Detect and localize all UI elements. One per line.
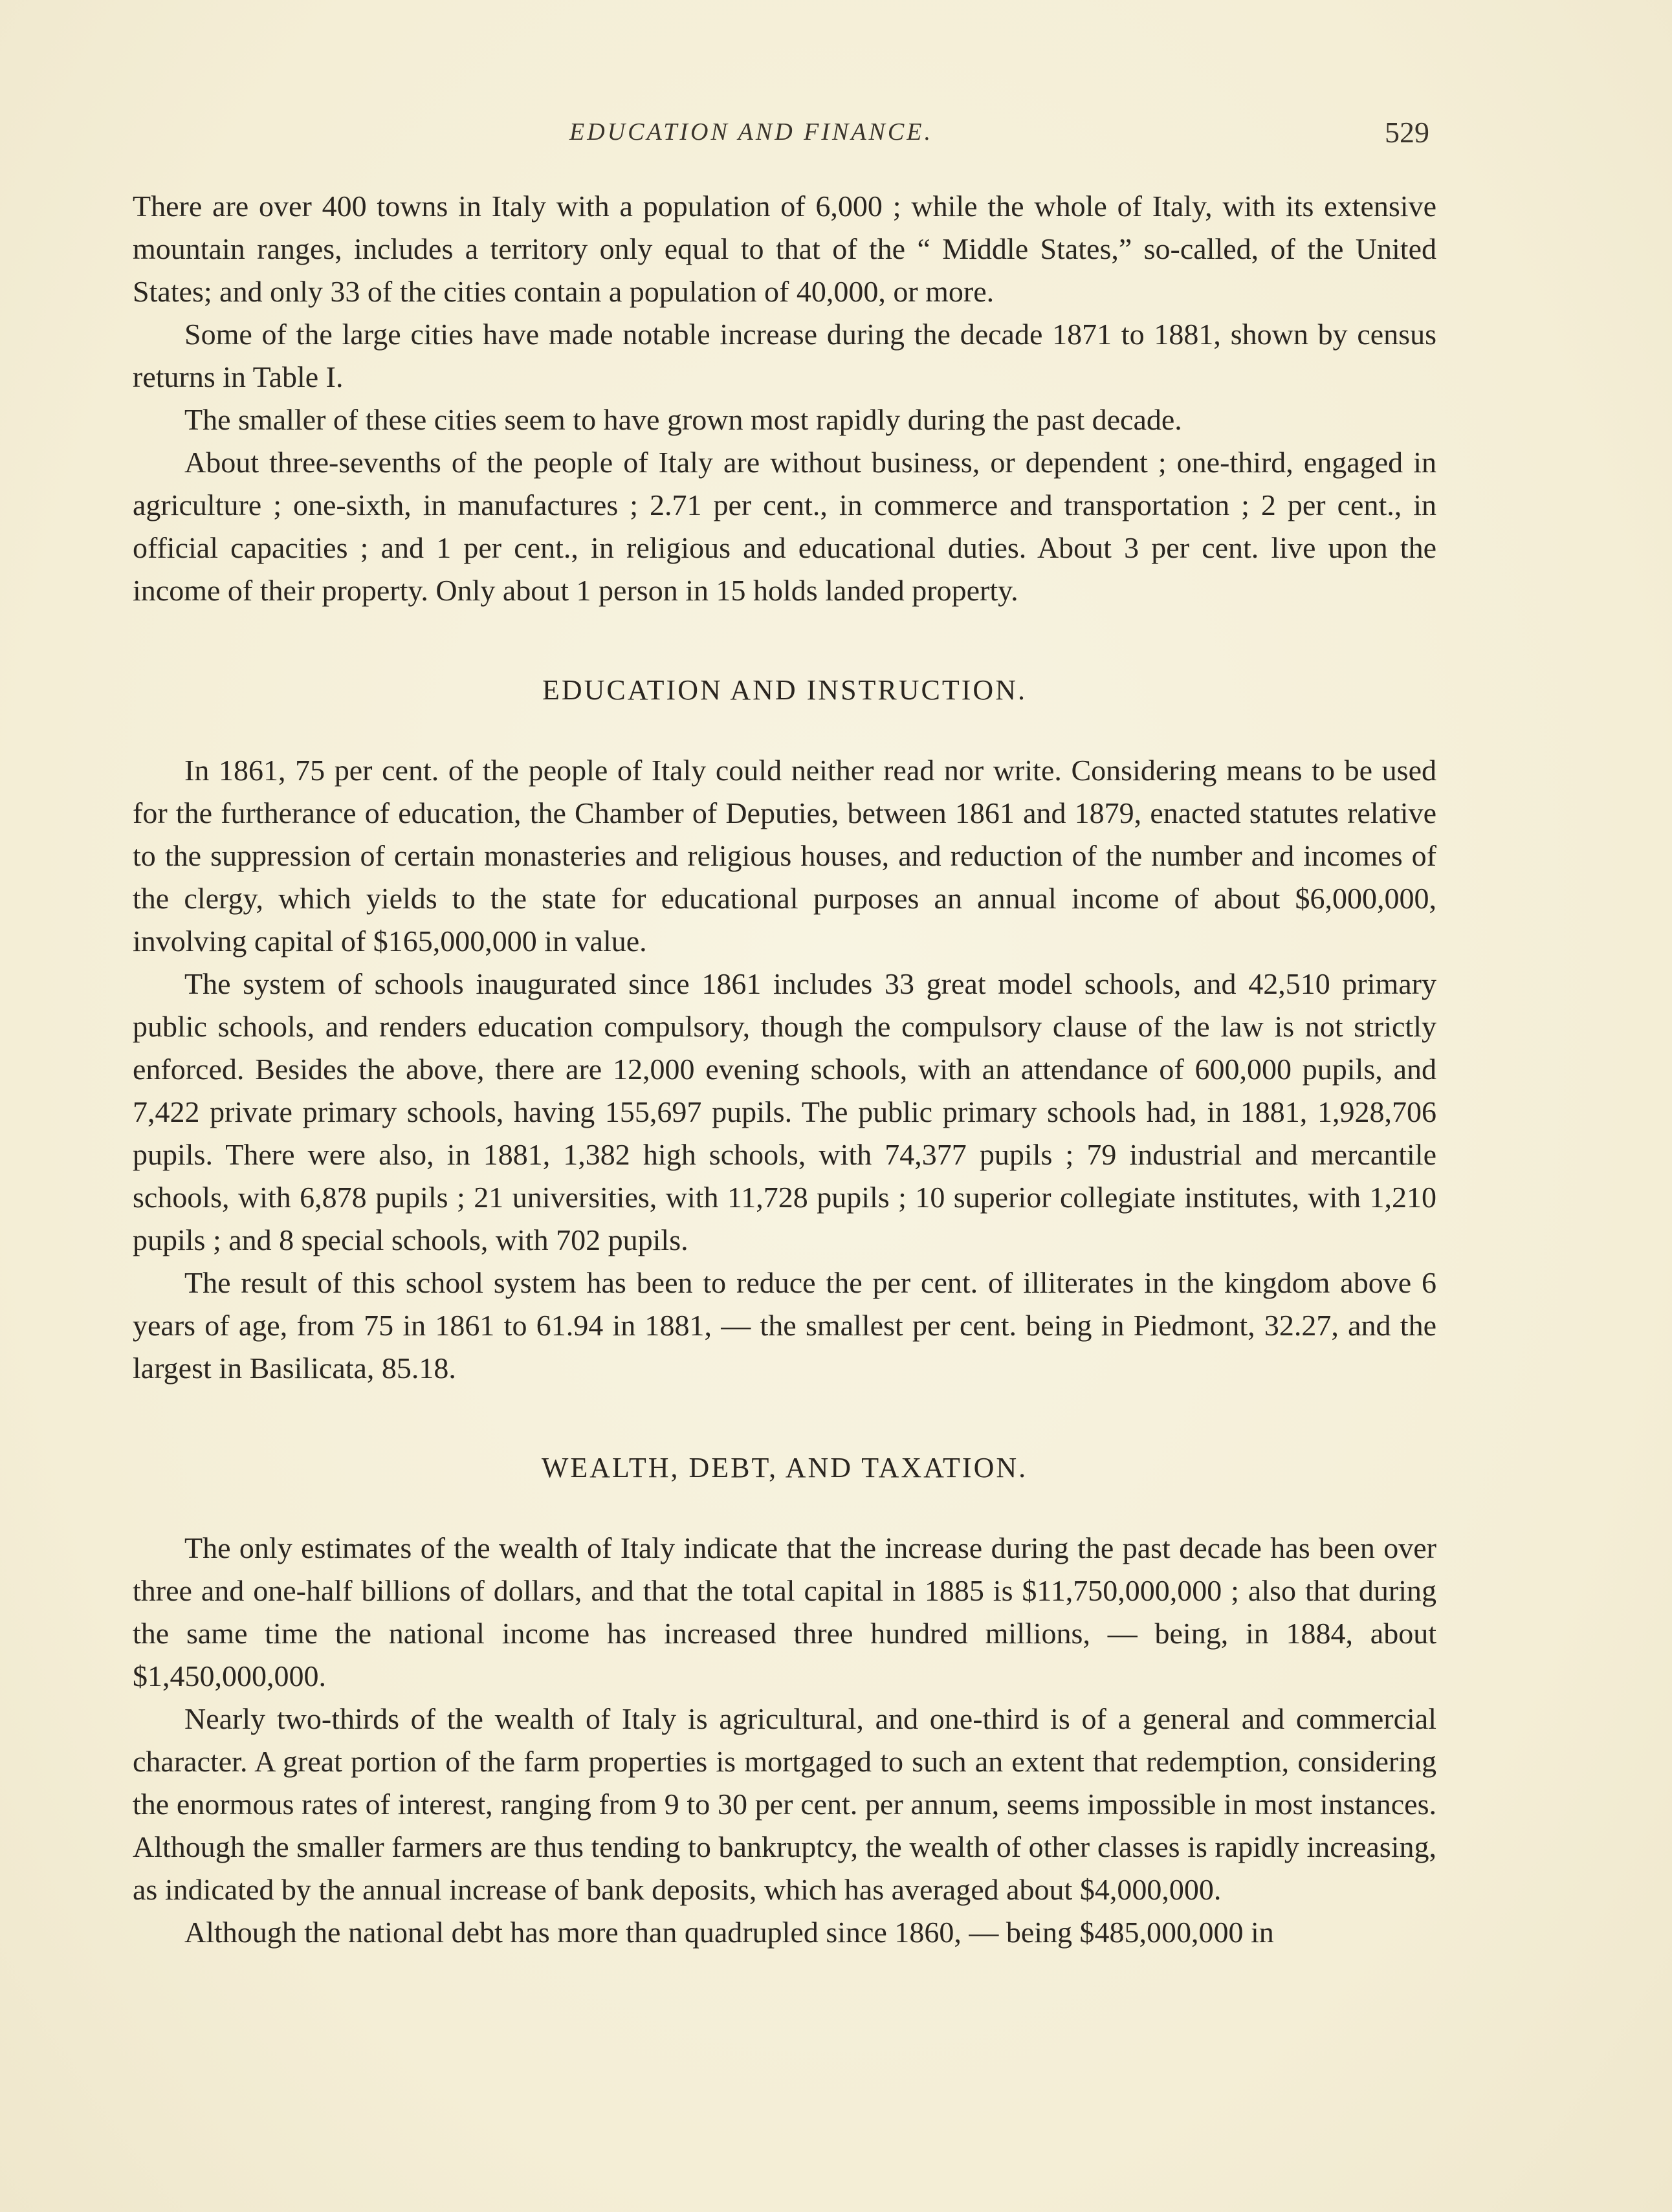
- paragraph: Nearly two-thirds of the wealth of Italy is agricultural, and one-third is of a general and commercial character. A great portion of the farm properties is mortgaged to such an extent that redemption, considering the enormous rates of interest, ranging from 9 to 30 per cent. per annum, seems impossible in most instances. Although the smaller farmers are thus tending to bankruptcy, the wealth of other classes is rapidly increasing, as indicated by the annual increase of bank deposits, which has averaged about $4,000,000.: [133, 1702, 1436, 1906]
- paragraph: Some of the large cities have made notable increase during the decade 1871 to 1881, shown by census returns in Table I.: [133, 318, 1436, 393]
- paragraph: In 1861, 75 per cent. of the people of Italy could neither read nor write. Considering means to be used for the furtherance of education, the Chamber of Deputies, between 1861 and 1879, enacted statutes relative to the suppression of certain monasteries and religious houses, and reduction of the number and incomes of the clergy, which yields to the state for educational purposes an annual income of about $6,000,000, involving capital of $165,000,000 in value.: [133, 754, 1436, 958]
- section-heading-wealth: WEALTH, DEBT, AND TAXATION.: [541, 1452, 1028, 1484]
- page-body: [133, 185, 1436, 1954]
- running-title: EDUCATION AND FINANCE.: [569, 118, 933, 146]
- paragraph: Although the national debt has more than quadrupled since 1860, — being $485,000,000 in: [184, 1916, 1274, 1949]
- paragraph: The system of schools inaugurated since 1861 includes 33 great model schools, and 42,510 primary public schools, and renders education compulsory, though the compulsory clause of the law is not strictly enforced. Besides the above, there are 12,000 evening schools, with an attendance of 600,000 pupils, and 7,422 private primary schools, having 155,697 pupils. The public primary schools had, in 1881, 1,928,706 pupils. There were also, in 1881, 1,382 high schools, with 74,377 pupils ; 79 industrial and mercantile schools, with 6,878 pupils ; 21 universities, with 11,728 pupils ; 10 superior collegiate institutes, with 1,210 pupils ; and 8 special schools, with 702 pupils.: [133, 967, 1436, 1256]
- section-heading-education: EDUCATION AND INSTRUCTION.: [542, 674, 1027, 706]
- page-number: 529: [1385, 116, 1429, 149]
- paragraph: There are over 400 towns in Italy with a population of 6,000 ; while the whole of Italy, with its extensive mountain ranges, includes a territory only equal to that of the “ Middle States,” so-called, of the United States; and only 33 of the cities contain a population of 40,000, or more.: [133, 190, 1436, 308]
- paragraph: The smaller of these cities seem to have grown most rapidly during the past decade.: [184, 403, 1182, 436]
- paragraph: About three-sevenths of the people of Italy are without business, or dependent ; one-third, engaged in agriculture ; one-sixth, in manufactures ; 2.71 per cent., in commerce and transportation ; 2 per cent., in official capacities ; and 1 per cent., in religious and educational duties. About 3 per cent. live upon the income of their property. Only about 1 person in 15 holds landed property.: [133, 446, 1436, 607]
- paragraph: The only estimates of the wealth of Italy indicate that the increase during the past decade has been over three and one-half billions of dollars, and that the total capital in 1885 is $11,750,000,000 ; also that during the same time the national income has increased three hundred millions, — being, in 1884, about $1,450,000,000.: [133, 1531, 1436, 1692]
- paragraph: The result of this school system has been to reduce the per cent. of illiterates in the kingdom above 6 years of age, from 75 in 1861 to 61.94 in 1881, — the smallest per cent. being in Piedmont, 32.27, and the largest in Basilicata, 85.18.: [133, 1266, 1436, 1385]
